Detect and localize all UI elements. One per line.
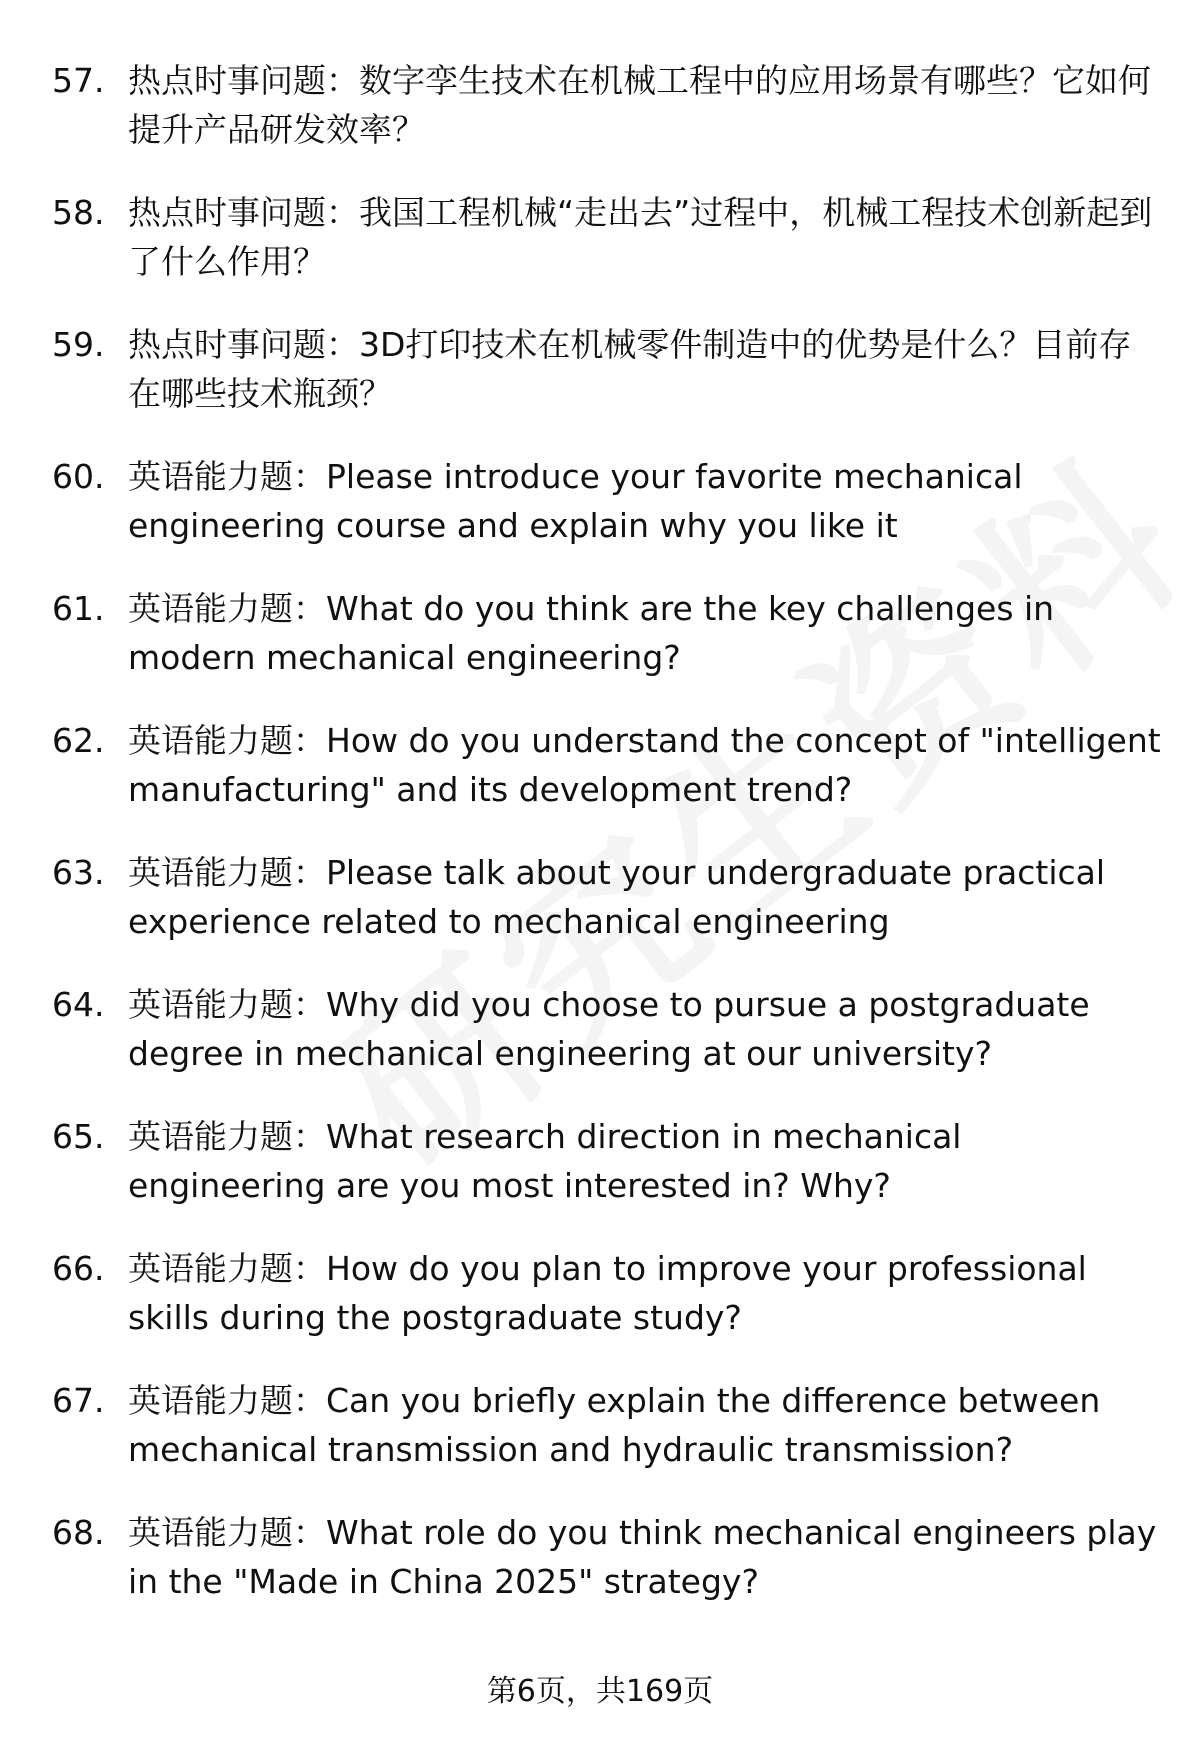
question-text: 英语能力题：What role do you think mechanical engineers play in the "Made in China 2025" strategy? (128, 1513, 1157, 1601)
question-number: 68. (52, 1513, 105, 1552)
question-text: 英语能力题：Please introduce your favorite mechanical engineering course and explain why you like it (128, 457, 1023, 545)
question-item (52, 848, 1162, 946)
question-item (52, 1244, 1162, 1342)
question-item (52, 56, 1162, 154)
question-text: 热点时事问题：我国工程机械“走出去”过程中，机械工程技术创新起到了什么作用？ (128, 193, 1153, 281)
question-text: 英语能力题：How do you understand the concept of "intelligent manufacturing" and its development trend? (128, 721, 1161, 809)
question-text: 热点时事问题：3D打印技术在机械零件制造中的优势是什么？目前存在哪些技术瓶颈？ (128, 325, 1132, 413)
question-number: 57. (52, 61, 105, 100)
question-text: 英语能力题：How do you plan to improve your professional skills during the postgraduate study? (128, 1249, 1087, 1337)
question-number: 65. (52, 1117, 105, 1156)
question-number: 61. (52, 589, 105, 628)
question-item (52, 584, 1162, 682)
question-item (52, 716, 1162, 814)
question-item (52, 980, 1162, 1078)
question-text: 英语能力题：What do you think are the key challenges in modern mechanical engineering? (128, 589, 1055, 677)
question-number: 58. (52, 193, 105, 232)
question-item (52, 1376, 1162, 1474)
question-item (52, 1112, 1162, 1210)
question-text: 英语能力题：Please talk about your undergraduate practical experience related to mechanical engineering (128, 853, 1106, 941)
question-text: 英语能力题：Why did you choose to pursue a postgraduate degree in mechanical engineering at our university? (128, 985, 1090, 1073)
question-number: 67. (52, 1381, 105, 1420)
question-item (52, 320, 1162, 418)
question-item (52, 1508, 1162, 1606)
question-number: 64. (52, 985, 105, 1024)
question-text: 热点时事问题：数字孪生技术在机械工程中的应用场景有哪些？它如何提升产品研发效率？ (128, 61, 1151, 149)
question-text: 英语能力题：What research direction in mechanical engineering are you most interested in? Why? (128, 1117, 962, 1205)
question-list (52, 56, 1162, 1640)
question-number: 62. (52, 721, 105, 760)
question-number: 59. (52, 325, 105, 364)
question-number: 60. (52, 457, 105, 496)
question-text: 英语能力题：Can you briefly explain the difference between mechanical transmission and hydraulic transmission? (128, 1381, 1101, 1469)
question-number: 66. (52, 1249, 105, 1288)
page-number-footer: 第6页，共169页 (486, 1674, 714, 1709)
question-number: 63. (52, 853, 105, 892)
question-item (52, 452, 1162, 550)
question-item (52, 188, 1162, 286)
